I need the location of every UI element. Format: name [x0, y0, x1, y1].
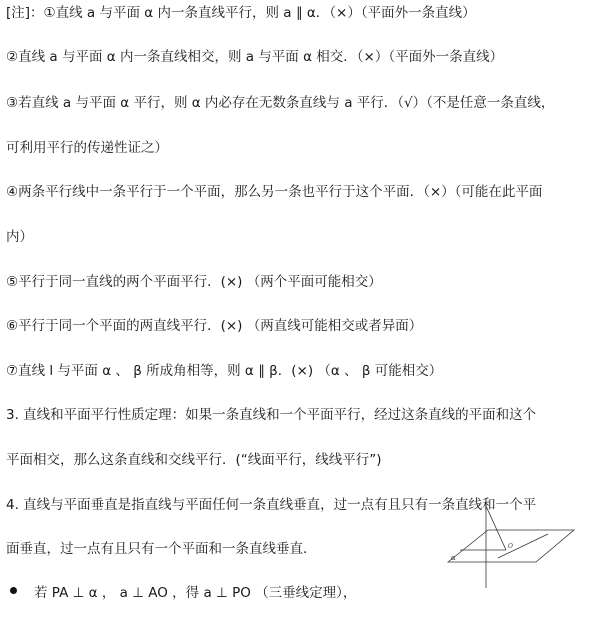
note-line-1: [注]：①直线 a 与平面 α 内一条直线平行，则 a ∥ α．（×）（平面外一条直线）	[6, 5, 476, 21]
note-line-6: ⑥平行于同一个平面的两直线平行．(×) （两直线可能相交或者异面）	[6, 318, 423, 334]
line-a	[498, 534, 548, 558]
slant-line	[486, 506, 506, 550]
theorem-4-line-2: 面垂直，过一点有且只有一个平面和一条直线垂直．	[6, 541, 317, 557]
point-label: O	[508, 543, 513, 550]
note-line-3-continued: 可利用平行的传递性证之）	[6, 140, 168, 156]
note-line-2: ②直线 a 与平面 α 内一条直线相交，则 a 与平面 α 相交．（×）（平面外一条直线）	[6, 49, 504, 65]
theorem-3-line-1: 3. 直线和平面平行性质定理：如果一条直线和一个平面平行，经过这条直线的平面和这个	[6, 407, 537, 423]
bullet-icon	[10, 587, 17, 594]
three-perpendiculars-line: 若 PA ⊥ α ， a ⊥ AO ，得 a ⊥ PO （三垂线定理），	[34, 585, 357, 601]
plane-label: α	[451, 554, 456, 562]
note-line-4-continued: 内）	[6, 229, 33, 245]
note-line-7: ⑦直线 l 与平面 α 、 β 所成角相等，则 α ∥ β．(×) （α 、 β 可能相交）	[6, 363, 443, 379]
theorem-3-line-2: 平面相交，那么这条直线和交线平行．(“线面平行，线线平行”)	[6, 452, 382, 468]
three-perpendiculars-figure	[440, 500, 580, 590]
note-line-5: ⑤平行于同一直线的两个平面平行．(×) （两个平面可能相交）	[6, 274, 382, 290]
note-line-4: ④两条平行线中一条平行于一个平面，那么另一条也平行于这个平面．（×）（可能在此平面	[6, 184, 543, 200]
note-line-3: ③若直线 a 与平面 α 平行，则 α 内必存在无数条直线与 a 平行．（√）（不是任意一条直线，	[6, 95, 555, 111]
theorem-4-line-1: 4. 直线与平面垂直是指直线与平面任何一条直线垂直，过一点有且只有一条直线和一个平	[6, 497, 537, 513]
